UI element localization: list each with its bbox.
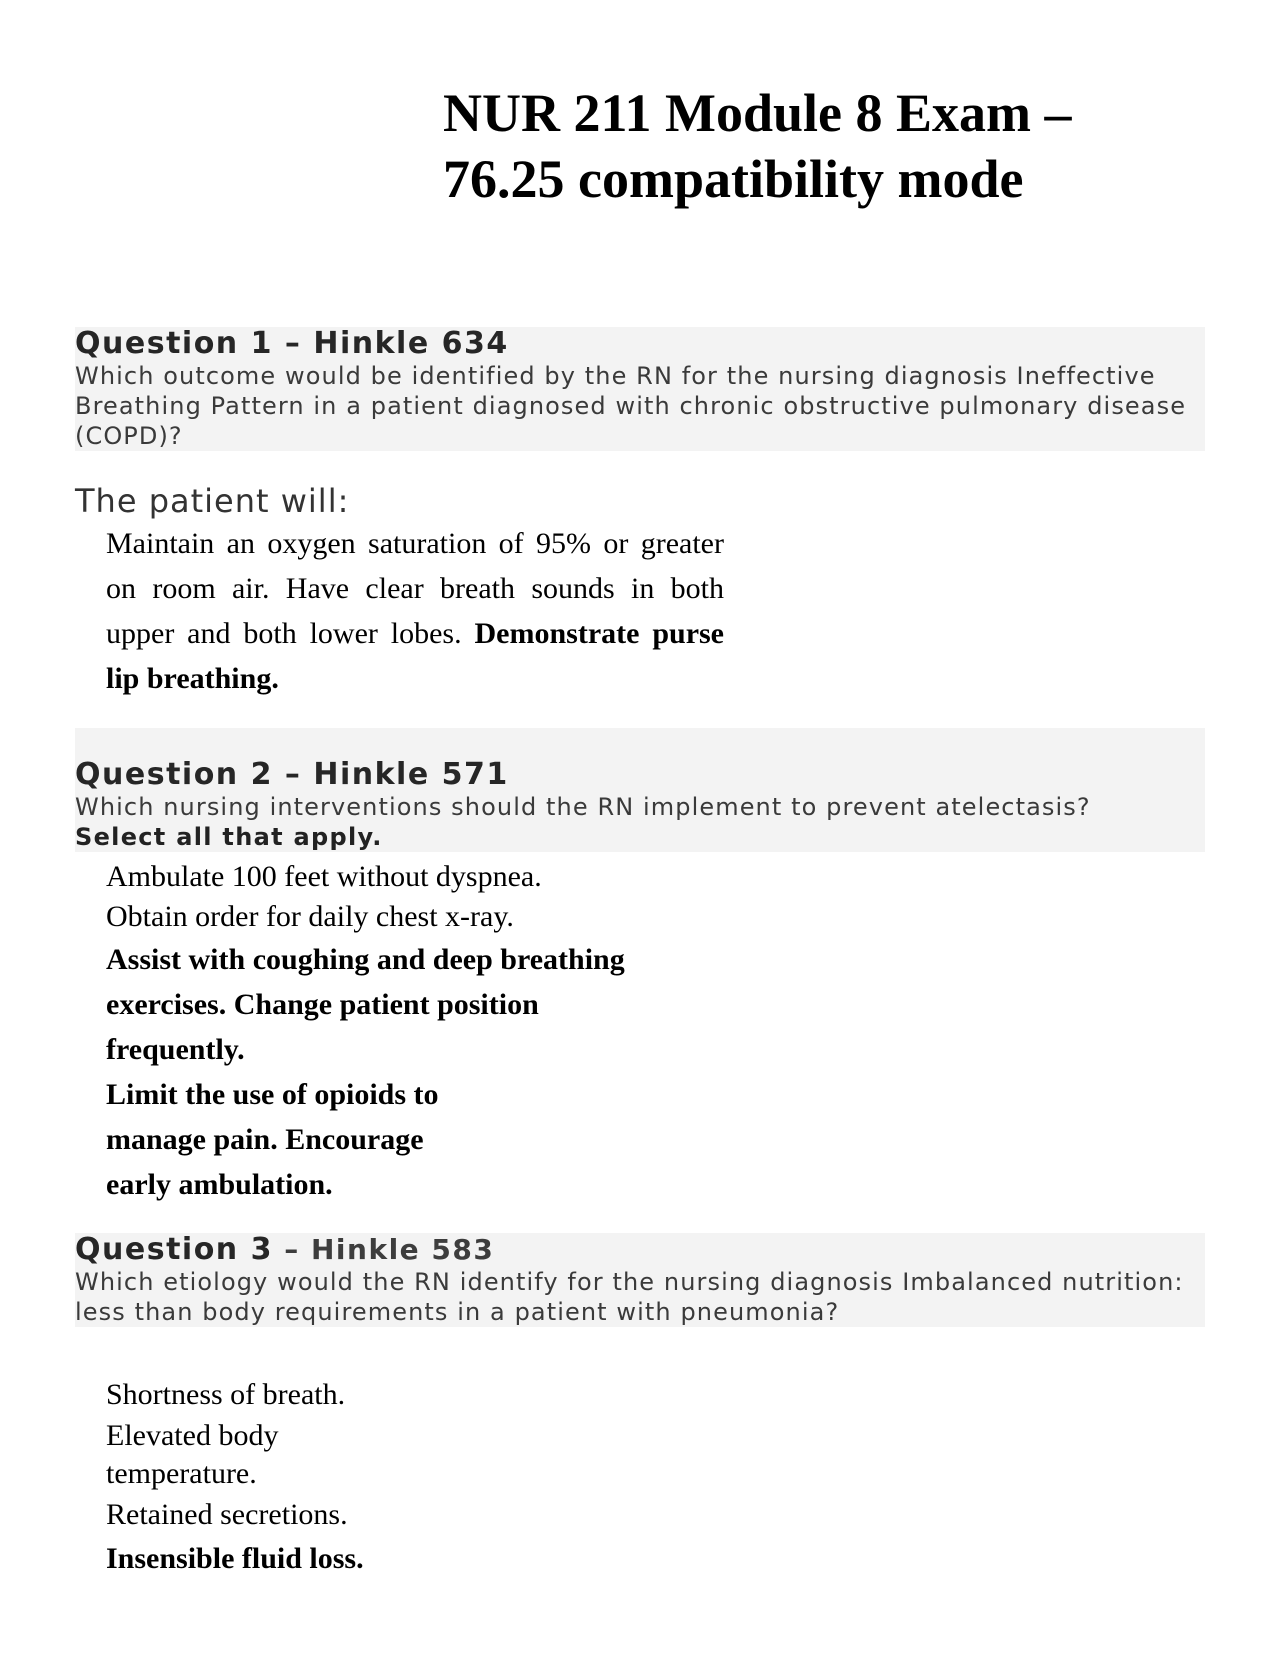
question-3-heading — [75, 1233, 1205, 1267]
question-1-options: Maintain an oxygen saturation of 95% or greater on room air. Have clear breath sounds in both upper and both lower lobes. — [106, 527, 724, 650]
question-3-option-2: Elevated body temperature. — [106, 1419, 279, 1490]
question-3-option-3: Retained secretions. — [106, 1498, 348, 1531]
question-1-box — [75, 327, 1205, 451]
question-3-answers — [106, 1373, 364, 1581]
document-title: NUR 211 Module 8 Exam – 76.25 compatibility mode — [443, 83, 1072, 209]
question-1-answers — [106, 521, 724, 701]
question-1-correct-answer: Demonstrate purse lip breathing. — [106, 617, 724, 695]
question-3-option-1: Shortness of breath. — [106, 1378, 346, 1411]
question-3-heading-sub: – Hinkle 583 — [272, 1233, 495, 1266]
question-1-text: Which outcome would be identified by the RN for the nursing diagnosis Ineffective Breathing Pattern in a patient diagnosed with chronic obstructive pulmonary disease (COPD)? — [75, 362, 1187, 450]
question-2-heading: Question 2 – Hinkle 571 — [75, 757, 509, 792]
question-1-stem: The patient will: — [75, 482, 350, 520]
question-3-box — [75, 1233, 1205, 1327]
question-3-heading-main: Question 3 — [75, 1232, 273, 1267]
question-2-option-2: Obtain order for daily chest x-ray. — [106, 900, 514, 933]
question-2-correct-answer-1: Assist with coughing and deep breathing exercises. Change patient position frequently. — [106, 943, 625, 1066]
question-2-text: Which nursing interventions should the RN implement to prevent atelectasis? — [75, 793, 1091, 821]
question-2-option-1: Ambulate 100 feet without dyspnea. — [106, 860, 542, 893]
question-2-correct-answer-2: Limit the use of opioids to manage pain. Encourage early ambulation. — [106, 1078, 439, 1201]
question-3-text: Which etiology would the RN identify for the nursing diagnosis Imbalanced nutrition: less than body requirements in a patient with pneumonia? — [75, 1268, 1184, 1326]
question-2-box — [75, 728, 1205, 852]
question-3-correct-answer: Insensible fluid loss. — [106, 1542, 364, 1575]
question-2-answers — [106, 857, 626, 1207]
question-1-heading: Question 1 – Hinkle 634 — [75, 326, 509, 361]
question-2-instruction: Select all that apply. — [75, 823, 383, 851]
